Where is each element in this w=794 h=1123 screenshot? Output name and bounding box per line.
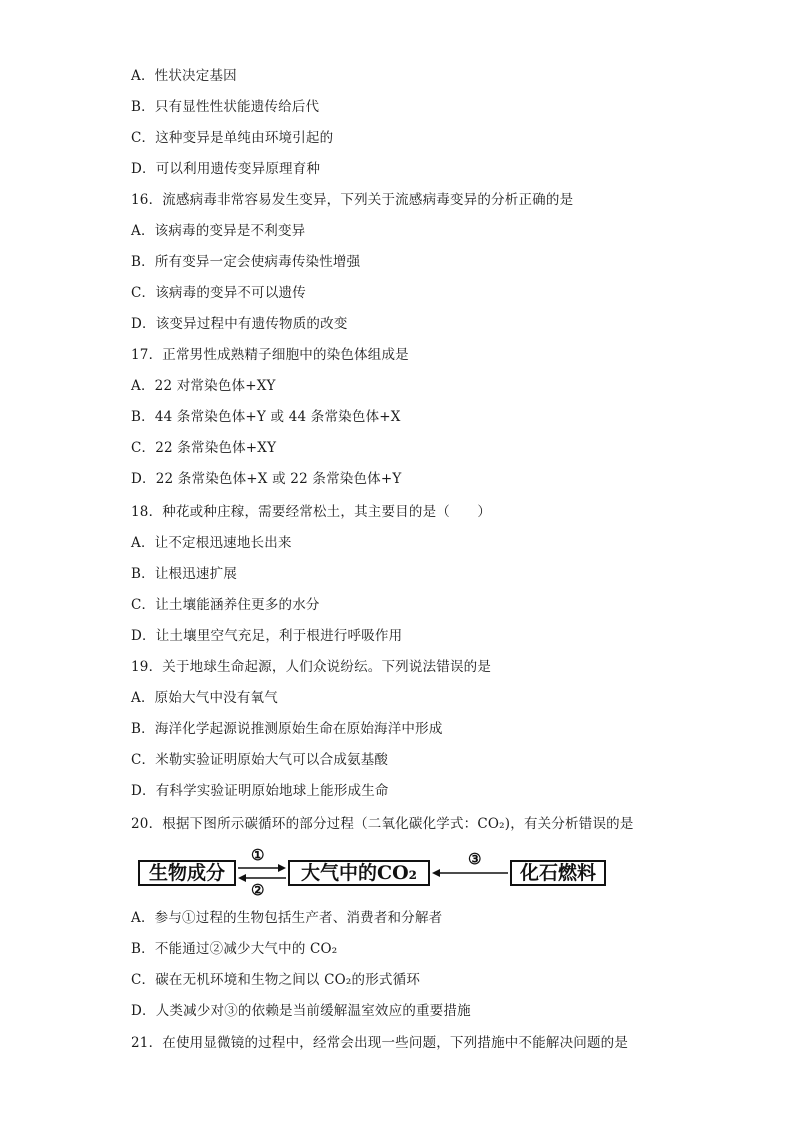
q17-option-a: A．22 对常染色体+XY [131,378,276,394]
q20-stem: 20．根据下图所示碳循环的部分过程（二氧化碳化学式：CO₂)，有关分析错误的是 [131,816,634,832]
q18-stem: 18．种花或种庄稼，需要经常松土，其主要目的是（ ） [131,504,492,520]
q19-option-d: D．有科学实验证明原始地球上能形成生命 [131,783,389,799]
box-atmospheric-co2: 大气中的CO₂ [288,860,430,886]
q18-option-b: B．让根迅速扩展 [131,566,238,582]
arrow-3-head [432,869,440,877]
q19-option-b: B．海洋化学起源说推测原始生命在原始海洋中形成 [131,721,443,737]
q18-option-c: C．让土壤能涵养住更多的水分 [131,597,320,613]
arrow-1-head [278,864,286,872]
q18-option-a: A．让不定根迅速地长出来 [131,535,292,551]
carbon-cycle-diagram [138,848,608,898]
q16-stem: 16．流感病毒非常容易发生变异，下列关于流感病毒变异的分析正确的是 [131,192,574,208]
q20-option-c: C．碳在无机环境和生物之间以 CO₂的形式循环 [131,972,421,988]
arrow-2-head [238,874,246,882]
q17-option-b: B．44 条常染色体+Y 或 44 条常染色体+X [131,409,401,425]
q15-option-d: D．可以利用遗传变异原理育种 [131,161,321,177]
q15-option-b: B．只有显性性状能遗传给后代 [131,99,320,115]
q15-option-a: A．性状决定基因 [131,68,237,84]
q20-option-a: A．参与①过程的生物包括生产者、消费者和分解者 [131,910,443,926]
q19-option-c: C．米勒实验证明原始大气可以合成氨基酸 [131,752,389,768]
label-process-2: ② [251,881,265,899]
q17-option-c: C．22 条常染色体+XY [131,440,277,456]
q17-option-d: D．22 条常染色体+X 或 22 条常染色体+Y [131,471,402,487]
q18-option-d: D．让土壤里空气充足，利于根进行呼吸作用 [131,628,403,644]
q19-option-a: A．原始大气中没有氧气 [131,690,278,706]
q21-stem: 21．在使用显微镜的过程中，经常会出现一些问题，下列措施中不能解决问题的是 [131,1035,629,1051]
q20-option-b: B．不能通过②减少大气中的 CO₂ [131,941,338,957]
label-process-3: ③ [468,850,482,868]
q16-option-a: A．该病毒的变异是不利变异 [131,223,306,239]
q16-option-d: D．该变异过程中有遗传物质的改变 [131,316,348,332]
box-fossil-fuels: 化石燃料 [510,860,606,886]
q20-option-d: D．人类减少对③的依赖是当前缓解温室效应的重要措施 [131,1003,471,1019]
label-process-1: ① [251,846,265,864]
q17-stem: 17．正常男性成熟精子细胞中的染色体组成是 [131,347,409,363]
q19-stem: 19．关于地球生命起源，人们众说纷纭。下列说法错误的是 [131,659,492,675]
q16-option-b: B．所有变异一定会使病毒传染性增强 [131,254,361,270]
q16-option-c: C．该病毒的变异不可以遗传 [131,285,306,301]
diagram-arrows [138,848,608,898]
box-biological-components: 生物成分 [138,860,236,886]
q15-option-c: C．这种变异是单纯由环境引起的 [131,130,334,146]
